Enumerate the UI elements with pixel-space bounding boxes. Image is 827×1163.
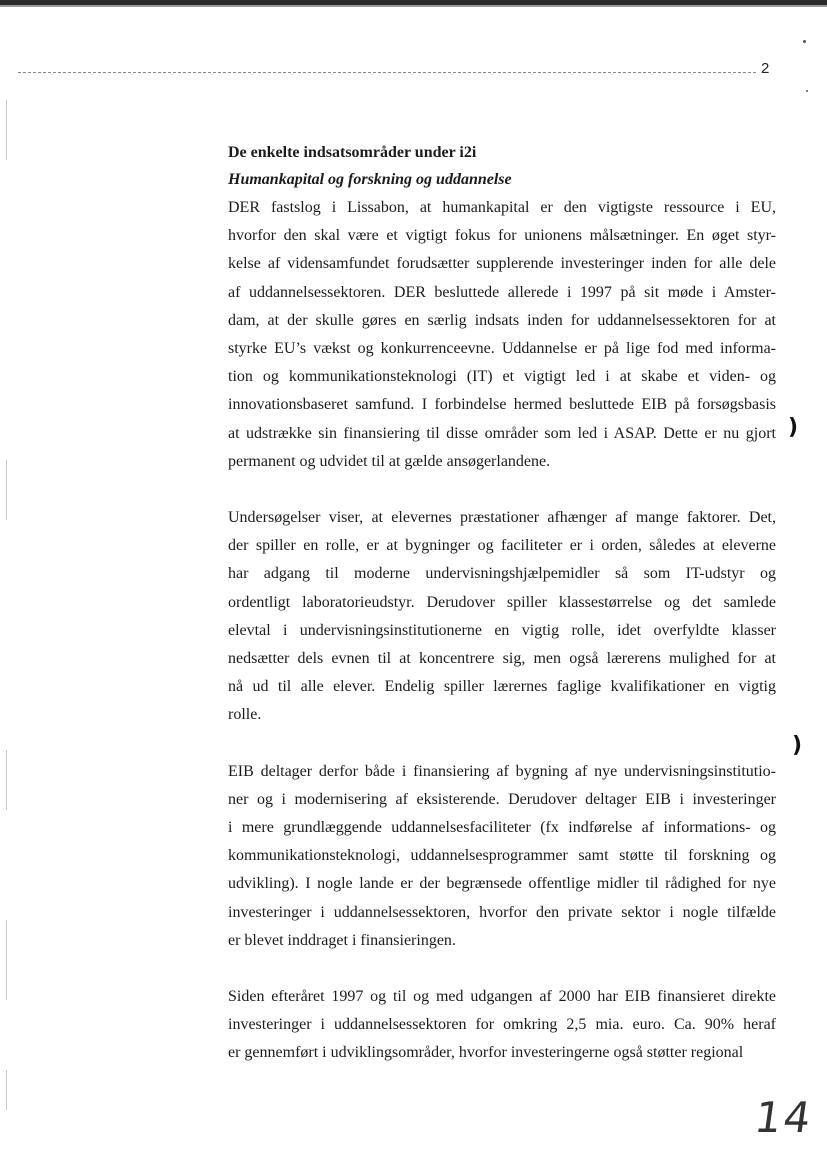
text-line: Undersøgelser viser, at elevernes præstationer afhænger af mange faktorer. Det, xyxy=(228,509,776,527)
paragraph xyxy=(228,983,776,1068)
scan-speck xyxy=(803,40,806,43)
margin-line xyxy=(6,920,7,1000)
text-line: af uddannelsessektoren. DER besluttede allerede i 1997 på sit møde i Amster- xyxy=(228,283,776,301)
section-subheading: Humankapital og forskning og uddannelse xyxy=(228,171,512,188)
text-line: investeringer i uddannelsessektoren, hvorfor den private sektor i nogle tilfælde xyxy=(228,903,776,921)
margin-line xyxy=(6,100,7,160)
text-line: i mere grundlæggende uddannelsesfaciliteter (fx indførelse af informations- og xyxy=(228,819,776,837)
text-line: hvorfor den skal være et vigtigt fokus for unionens målsætninger. En øget styr- xyxy=(228,227,776,245)
handwritten-page-mark: 14 xyxy=(751,1093,816,1142)
text-line: ordentligt laboratorieudstyr. Derudover spiller klassestørrelse og det samlede xyxy=(228,593,776,611)
document-body xyxy=(228,140,776,1096)
text-line: permanent og udvidet til at gælde ansøgerlandene. xyxy=(228,452,551,470)
margin-line xyxy=(6,460,7,520)
text-line: at udstrække sin finansiering til disse områder som led i ASAP. Dette er nu gjort xyxy=(228,424,776,442)
text-line: elevtal i undervisningsinstitutionerne en vigtig rolle, idet overfyldte klasser xyxy=(228,621,776,639)
margin-line xyxy=(6,1070,7,1110)
margin-bracket-mark: ) xyxy=(792,733,803,758)
paragraph xyxy=(228,504,776,730)
paragraph xyxy=(228,194,776,476)
text-line: er blevet inddraget i finansieringen. xyxy=(228,931,456,949)
text-line: DER fastslog i Lissabon, at humankapital er den vigtigste ressource i EU, xyxy=(228,199,776,216)
text-line: tion og kommunikationsteknologi (IT) et vigtigt led i at skabe et viden- og xyxy=(228,368,776,386)
text-line: nedsætter dels evnen til at koncentrere sig, men også lærerens mulighed for at xyxy=(228,650,776,668)
paragraph xyxy=(228,758,776,955)
text-line: dam, at der skulle gøres en særlig indsats inden for uddannelsessektoren for at xyxy=(228,311,776,329)
text-line: investeringer i uddannelsessektoren for omkring 2,5 mia. euro. Ca. 90% heraf xyxy=(228,1016,776,1034)
margin-line xyxy=(6,750,7,810)
text-line: ner og i modernisering af eksisterende. Derudover deltager EIB i investeringer xyxy=(228,790,776,808)
text-line: kelse af vidensamfundet forudsætter supplerende investeringer inden for alle dele xyxy=(228,255,776,273)
paragraphs xyxy=(228,194,776,1068)
text-line: rolle. xyxy=(228,706,262,724)
text-line: der spiller en rolle, er at bygninger og faciliteter er i orden, således at eleverne xyxy=(228,537,776,555)
margin-bracket-mark: ) xyxy=(788,415,799,440)
scan-top-edge-shadow xyxy=(0,5,827,7)
text-line: har adgang til moderne undervisningshjælpemidler så som IT-udstyr og xyxy=(228,565,776,583)
header-rule xyxy=(18,72,756,73)
text-line: innovationsbaseret samfund. I forbindelse hermed besluttede EIB på forsøgsbasis xyxy=(228,396,776,414)
text-line: styrke EU’s vækst og konkurrenceevne. Uddannelse er på lige fod med informa- xyxy=(228,340,776,358)
page-number: 2 xyxy=(761,60,770,77)
text-line: EIB deltager derfor både i finansiering af bygning af nye undervisningsinstitutio- xyxy=(228,762,776,780)
text-line: kommunikationsteknologi, uddannelsesprogrammer samt støtte til forskning og xyxy=(228,847,776,865)
text-line: nå ud til alle elever. Endelig spiller lærernes faglige kvalifikationer en vigtig xyxy=(228,678,776,696)
text-line: er gennemført i udviklingsområder, hvorfor investeringerne også støtter regional xyxy=(228,1044,744,1062)
scan-speck xyxy=(806,90,808,92)
text-line: Siden efteråret 1997 og til og med udgangen af 2000 har EIB finansieret direkte xyxy=(228,988,776,1006)
section-heading: De enkelte indsatsområder under i2i xyxy=(228,144,477,161)
text-line: udvikling). I nogle lande er der begrænsede offentlige midler til rådighed for nye xyxy=(228,875,776,893)
